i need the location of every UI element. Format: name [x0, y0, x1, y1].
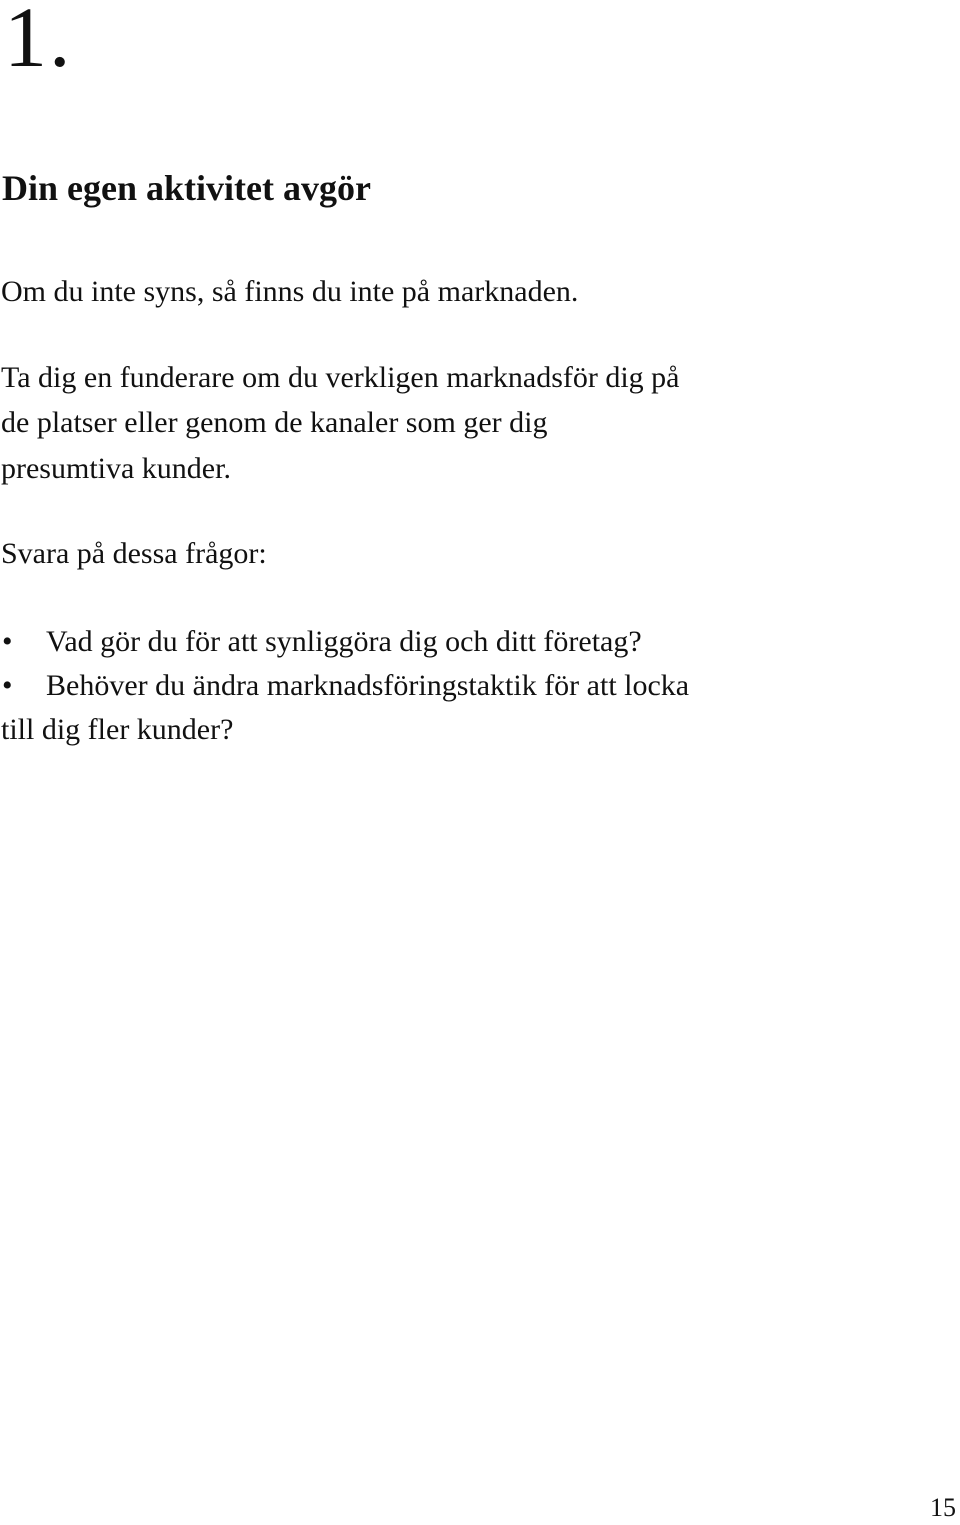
questions-prompt: Svara på dessa frågor: [1, 537, 267, 570]
bullet-icon: • [2, 669, 13, 702]
paragraph-line: de platser eller genom de kanaler som ger dig [1, 406, 548, 439]
question-item: Vad gör du för att synliggöra dig och ditt företag? [46, 625, 642, 658]
chapter-number: 1. [4, 0, 73, 85]
page-number: 15 [930, 1493, 956, 1522]
question-item-continuation: till dig fler kunder? [1, 713, 234, 746]
question-item: Behöver du ändra marknadsföringstaktik för att locka [46, 669, 690, 702]
intro-paragraph: Om du inte syns, så finns du inte på marknaden. [1, 275, 579, 308]
bullet-icon: • [2, 625, 13, 658]
section-heading: Din egen aktivitet avgör [2, 168, 371, 208]
paragraph-line: presumtiva kunder. [1, 452, 231, 485]
paragraph-line: Ta dig en funderare om du verkligen marknadsför dig på [1, 361, 680, 394]
